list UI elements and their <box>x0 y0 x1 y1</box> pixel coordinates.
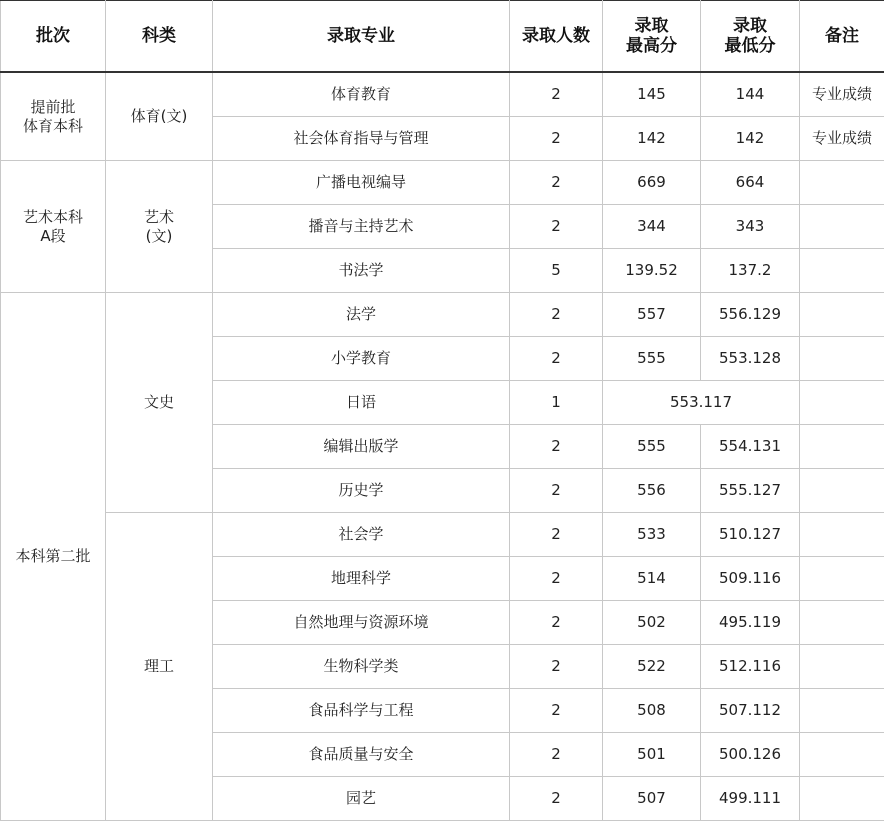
min-score-cell: 343 <box>701 205 800 249</box>
note-cell: 专业成绩 <box>800 117 884 161</box>
major-cell: 自然地理与资源环境 <box>213 601 510 645</box>
table-row <box>1 293 884 337</box>
note-cell <box>800 689 884 733</box>
max-score-cell: 514 <box>603 557 701 601</box>
major-cell: 食品质量与安全 <box>213 733 510 777</box>
header-row <box>1 1 884 73</box>
count-cell: 2 <box>510 469 603 513</box>
category-cell-ligong: 理工 <box>106 513 213 821</box>
major-cell: 法学 <box>213 293 510 337</box>
note-cell <box>800 513 884 557</box>
note-cell <box>800 161 884 205</box>
max-score-cell: 501 <box>603 733 701 777</box>
header-min-line1: 录取 <box>733 16 767 36</box>
min-score-cell: 556.129 <box>701 293 800 337</box>
category-art-line2: (文) <box>145 226 173 245</box>
major-cell: 食品科学与工程 <box>213 689 510 733</box>
note-cell <box>800 337 884 381</box>
header-min-line2: 最低分 <box>724 36 776 56</box>
max-score-cell: 344 <box>603 205 701 249</box>
batch-early-line2: 体育本科 <box>22 116 83 135</box>
count-cell: 2 <box>510 733 603 777</box>
max-score-cell: 522 <box>603 645 701 689</box>
header-max-score <box>603 1 701 73</box>
category-art-line1: 艺术 <box>143 207 174 226</box>
major-cell: 地理科学 <box>213 557 510 601</box>
batch-art-line2: A段 <box>40 226 66 245</box>
min-score-cell: 495.119 <box>701 601 800 645</box>
note-cell <box>800 381 884 425</box>
min-score-cell: 553.128 <box>701 337 800 381</box>
min-score-cell: 555.127 <box>701 469 800 513</box>
header-major: 录取专业 <box>213 1 510 73</box>
major-cell: 社会学 <box>213 513 510 557</box>
count-cell: 2 <box>510 689 603 733</box>
merged-score-cell: 553.117 <box>603 381 800 425</box>
batch-early-line1: 提前批 <box>30 97 76 116</box>
count-cell: 2 <box>510 205 603 249</box>
min-score-cell: 512.116 <box>701 645 800 689</box>
count-cell: 2 <box>510 161 603 205</box>
max-score-cell: 555 <box>603 425 701 469</box>
note-cell: 专业成绩 <box>800 72 884 117</box>
table-row <box>1 161 884 205</box>
min-score-cell: 142 <box>701 117 800 161</box>
max-score-cell: 142 <box>603 117 701 161</box>
count-cell: 2 <box>510 117 603 161</box>
batch-art-line1: 艺术本科 <box>22 207 83 226</box>
major-cell: 广播电视编导 <box>213 161 510 205</box>
min-score-cell: 144 <box>701 72 800 117</box>
note-cell <box>800 205 884 249</box>
count-cell: 2 <box>510 513 603 557</box>
header-category: 科类 <box>106 1 213 73</box>
batch-cell-art <box>1 161 106 293</box>
count-cell: 5 <box>510 249 603 293</box>
max-score-cell: 508 <box>603 689 701 733</box>
count-cell: 2 <box>510 293 603 337</box>
count-cell: 2 <box>510 645 603 689</box>
max-score-cell: 555 <box>603 337 701 381</box>
max-score-cell: 139.52 <box>603 249 701 293</box>
major-cell: 园艺 <box>213 777 510 821</box>
major-cell: 播音与主持艺术 <box>213 205 510 249</box>
min-score-cell: 507.112 <box>701 689 800 733</box>
max-score-cell: 556 <box>603 469 701 513</box>
min-score-cell: 510.127 <box>701 513 800 557</box>
note-cell <box>800 733 884 777</box>
max-score-cell: 557 <box>603 293 701 337</box>
max-score-cell: 145 <box>603 72 701 117</box>
min-score-cell: 500.126 <box>701 733 800 777</box>
major-cell: 社会体育指导与管理 <box>213 117 510 161</box>
min-score-cell: 554.131 <box>701 425 800 469</box>
note-cell <box>800 469 884 513</box>
major-cell: 编辑出版学 <box>213 425 510 469</box>
min-score-cell: 137.2 <box>701 249 800 293</box>
max-score-cell: 502 <box>603 601 701 645</box>
count-cell: 2 <box>510 72 603 117</box>
major-cell: 小学教育 <box>213 337 510 381</box>
count-cell: 1 <box>510 381 603 425</box>
note-cell <box>800 249 884 293</box>
min-score-cell: 509.116 <box>701 557 800 601</box>
category-cell-art <box>106 161 213 293</box>
batch-cell-second: 本科第二批 <box>1 293 106 821</box>
major-cell: 历史学 <box>213 469 510 513</box>
table-row <box>1 72 884 117</box>
header-count: 录取人数 <box>510 1 603 73</box>
min-score-cell: 664 <box>701 161 800 205</box>
header-batch: 批次 <box>1 1 106 73</box>
note-cell <box>800 557 884 601</box>
major-cell: 体育教育 <box>213 72 510 117</box>
count-cell: 2 <box>510 557 603 601</box>
major-cell: 书法学 <box>213 249 510 293</box>
max-score-cell: 507 <box>603 777 701 821</box>
header-min-score <box>701 1 800 73</box>
max-score-cell: 533 <box>603 513 701 557</box>
count-cell: 2 <box>510 337 603 381</box>
category-cell-sports: 体育(文) <box>106 72 213 161</box>
major-cell: 日语 <box>213 381 510 425</box>
category-cell-wenshi: 文史 <box>106 293 213 513</box>
min-score-cell: 499.111 <box>701 777 800 821</box>
note-cell <box>800 293 884 337</box>
table-row <box>1 513 884 557</box>
note-cell <box>800 601 884 645</box>
header-max-line1: 录取 <box>634 16 669 36</box>
count-cell: 2 <box>510 777 603 821</box>
note-cell <box>800 777 884 821</box>
count-cell: 2 <box>510 601 603 645</box>
batch-cell-early <box>1 72 106 161</box>
note-cell <box>800 425 884 469</box>
header-max-line2: 最高分 <box>626 36 677 56</box>
max-score-cell: 669 <box>603 161 701 205</box>
count-cell: 2 <box>510 425 603 469</box>
major-cell: 生物科学类 <box>213 645 510 689</box>
header-note: 备注 <box>800 1 884 73</box>
note-cell <box>800 645 884 689</box>
